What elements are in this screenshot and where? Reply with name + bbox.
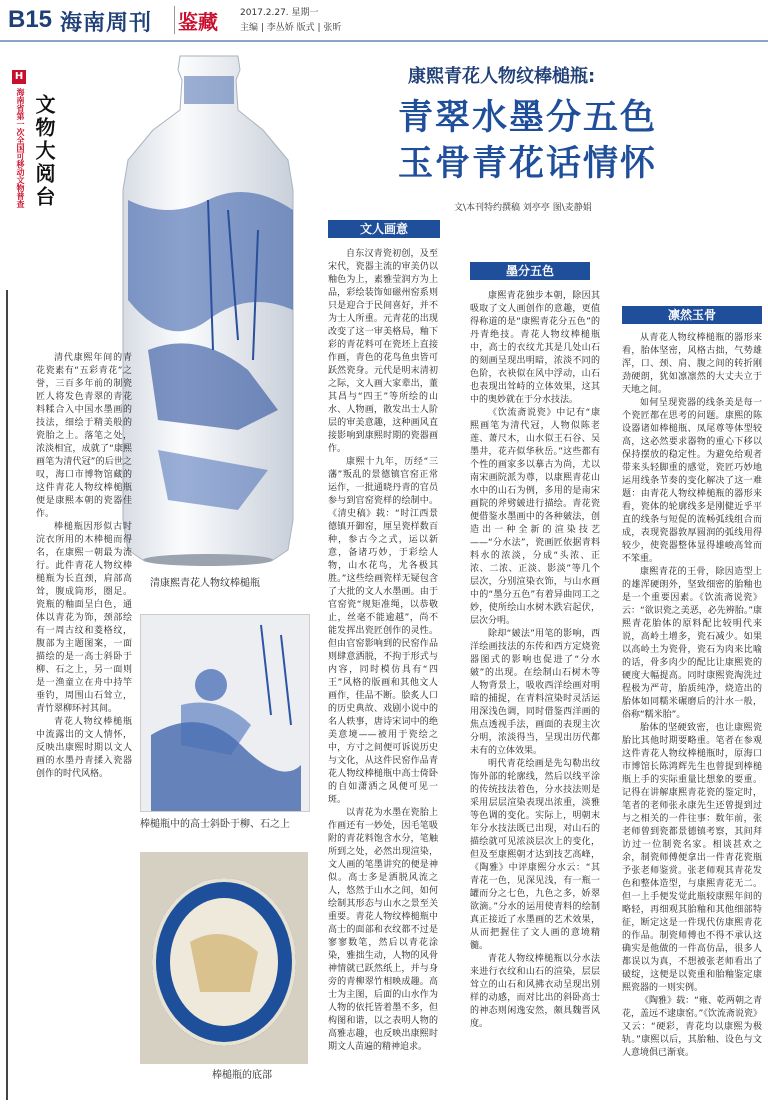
text-column-b xyxy=(470,290,600,1031)
page-number: B15 xyxy=(8,6,53,33)
paragraph: 康熙十九年，历经“三藩”叛乱的景德镇官窑正常运作，一批通晓丹青的官员参与到官窑瓷样的绘制中。《清史稿》载：“时江西景德镇开御窑，厘呈瓷样数百种，参古今之式，运以新意，备诸巧妙，于彩绘人物，山水花鸟，尤各极其胜。”这些绘画瓷样无疑包含了大批的文人水墨画。由于官窑瓷“规矩准绳，以恭敬止，丝毫不能逾越”，尚不能发挥出瓷匠创作的灵性。但由官窑影响到的民窑作品则肆意洒脱，不拘于形式与内容，同时模仿具有“四王”风格的版画和其他文人画作，佳品不断。脍炙人口的历史典故、戏剧小说中的名人轶事，唐诗宋词中的绝美意境——被用于瓷绘之中，方寸之间便可诉说历史与文化，从这件民窑作品青花人物纹棒槌瓶中高士倚卧的自如潇洒之风便可见一斑。 xyxy=(328,457,438,805)
paragraph: 除却“皴法”用笔的影响，西洋绘画技法的东传和西方定烧瓷器图式的影响也促进了“分水皴”的出现。在绘制山石树木等人物背景上，吸收西洋绘画对明暗的捕捉，在青料渲染时灵活运用深浅色调，同时借鉴西洋画的焦点透视手法，画面的表现主次分明，浓淡得当，呈现出历代都未有的立体效果。 xyxy=(470,629,600,756)
section-name: 鉴藏 xyxy=(178,10,218,34)
photo-caption-detail: 棒槌瓶中的高士斜卧于柳、石之上 xyxy=(140,819,290,830)
header-divider xyxy=(174,6,175,34)
section-head-3: 凛然玉骨 xyxy=(622,306,762,324)
header-date: 2017.2.27. 星期一 xyxy=(240,8,319,18)
paragraph: 明代青花绘画是先勾勒出纹饰外部的轮廓线，然后以线平涂的传统技法着色，分水技法则是采用层层渲染表现出浓重，淡雅等色调的变化。实际上，明朝末年分水技法既已出现，对山石的描绘就可见浓淡层次上的变化，但及至康熙朝才达到技艺高峰，《陶雅》中评康熙分水云：“其青花一色，见深见浅，有一瓶一罐而分之七色，九色之多，娇翠欲滴。”分水的运用使青料的绘制真正接近了水墨画的艺术效果，从而把握住了文人画的意境精髓。 xyxy=(470,759,600,951)
photo-caption-base: 棒槌瓶的底部 xyxy=(212,1070,272,1081)
paragraph: 《陶雅》载：“雍、乾两朝之青花，盖远不逮康窑。”《饮流斋说瓷》又云：“硬彩，青花均以康熙为极轨。”康熙以后，其胎釉、设色与文人意境俱已渐衰。 xyxy=(622,996,762,1058)
article-title-line2: 玉骨青花话情怀 xyxy=(398,144,658,184)
newspaper-logo: 海南周刊 xyxy=(60,11,153,36)
text-column-a xyxy=(328,248,438,1054)
photo-caption-main: 清康熙青花人物纹棒槌瓶 xyxy=(150,578,260,589)
paragraph: 青花人物纹棒槌瓶中流露出的文人情怀，反映出康熙时期以文人画的水墨丹青揉入瓷器创作的时代风格。 xyxy=(36,717,132,779)
paragraph: 从青花人物纹棒槌瓶的器形来看，胎体坚密，风格古拙，气势雄浑，口、颈、肩、腹之间的转折刚劲硬朗，犹如凛凛然的大丈夫立于天地之间。 xyxy=(622,333,762,395)
article-title-line1: 青翠水墨分五色 xyxy=(398,98,658,138)
paragraph: 自东汉青瓷初创，及至宋代，瓷器主流的审美仍以釉色为上，素雅莹润方为上品，彩绘装饰如磁州窑系则只是迎合于民间喜好，并不为士人所重。元青花的出现改变了这一审美格局，釉下彩的青花料可在瓷坯上直接作画，青色的花鸟鱼虫皆可跃然瓷身。元代是明末清初之际，文人画大家辈出，董其昌与“四王”等所绘的山水、人物画，散发出士人阶层的审美意趣，这种画风直接影响到康熙时期的瓷器画作。 xyxy=(328,249,438,454)
section-head-1: 文人画意 xyxy=(328,220,440,238)
banner-badge: H xyxy=(12,70,26,84)
paragraph: 康熙青花独步本朝，除因其吸取了文人画创作的意趣，更值得称道的是“康熙青花分五色”的丹青绝技。青花人物纹棒槌瓶中，高士的衣纹尤其是几处山石的刻画呈现出明暗，浓淡不同的色阶，衣袂似在风中浮动，山石也表现出耸峙的立体效果，这其中的奥妙就在于分水技法。 xyxy=(470,291,600,405)
paragraph: 青花人物纹棒槌瓶以分水法来进行衣纹和山石的渲染，层层耸立的山石和风拂衣动呈现出别样的动感，而对比出的斜卧高士的神态则闲逸安然，颇具魏晋风度。 xyxy=(470,954,600,1029)
vase-detail-photo xyxy=(140,614,310,812)
section-head-2: 墨分五色 xyxy=(470,262,590,280)
text-column-c xyxy=(622,332,762,1060)
paragraph: 以青花为水墨在瓷胎上作画还有一妙处，因毛笔吸附的青花料饱含水分，笔触所到之处，必然出现渲染，文人画的笔墨讲究的便是神似。高士多是洒脱风流之人，悠然于山水之间，如何绘制其形态与山水之景至关重要。青花人物纹棒槌瓶中高士的面部和衣纹都不过是寥寥数笔，然后以青花涂染，雅拙生动，人物的风骨神情就已跃然纸上，并与身旁的青柳翠竹相映成趣。高士为主图，后面的山水作为人物的依托皆着墨不多，但构图和谐，以之表明人物的高雅志趣，也反映出康熙时期文人苗遍的精神追求。 xyxy=(328,808,438,1052)
paragraph: 如何呈现瓷器的线条美是每一个瓷匠都在思考的问题。康熙的陈设器诸如棒槌瓶、凤尾尊等体型较高，这必然要求器物的重心下移以保持摆放的稳定性。为避免给观者带来头轻脚重的感觉，瓷匠巧妙地运用线条节奏的变化解决了这一难题：由青花人物纹棒槌瓶的器形来看，瓷体的轮廓线多是刚健近乎平直的线条与短促的流畅弧线组合而成，表现瓷器敦厚圆润的弧线用得较少，使瓷器整体显得雄峻高耸而不笨重。 xyxy=(622,398,762,564)
article-byline: 文\本刊特约撰稿 刘亭亭 图\麦静娟 xyxy=(454,203,592,213)
left-column-rule xyxy=(6,290,8,1100)
header-editors: 主编 | 李丛娇 版式 | 张昕 xyxy=(240,23,342,33)
intro-column xyxy=(36,352,132,781)
paragraph: 清代康熙年间的青花瓷素有“五彩青花”之誉，三百多年前的制瓷匠人将发色青翠的青花料糅合入中国水墨画的技法，细绘于精美般的瓷胎之上。落笔之处，浓淡相宜，成就了“康熙画笔为清代冠”的后世之叹，海口市博物馆藏的这件青花人物纹棒槌瓶便是康熙本朝的瓷器佳作。 xyxy=(36,353,132,519)
column-title: 文物大阅台 xyxy=(32,94,56,209)
paragraph: 棒槌瓶因形似古时浣衣所用的木棒槌而得名，在康熙一朝最为流行。此件青花人物纹棒槌瓶为长直颈，肩部高耸，腹成筒形，圈足。瓷瓶的釉面呈白色，通体以青花为饰，颈部绘有一周古纹和菱格纹，腹部为主题图案，一面描绘的是一高士斜卧于柳、石之上，另一面则是一渔童立在舟中持竿垂钓，周围山石耸立，青竹翠柳环衬其间。 xyxy=(36,522,132,714)
paragraph: 《饮流斋说瓷》中记有“康熙画笔为清代冠，人物似陈老莲、萧尺木，山水似王石谷、吴墨井，花卉似华秋岳。”这些都有个性的画家多以摹古为尚，尤以南宋画院派为尊，以康熙青花山水中的山石为例，多用的是南宋画院的斧劈皴进行描绘。青花瓷便借鉴水墨画中的各种皴法，创造出一种全新的渲染技艺——“分水法”，瓷画匠依据青料料水的浓淡，分成“头浓、正浓、二浓、正淡、影淡”等几个层次，分别渲染衣饰，与山水画中的“墨分五色”有着异曲同工之妙，使所绘山水树木跌宕起伏，层次分明。 xyxy=(470,408,600,626)
vase-base-photo xyxy=(140,852,308,1064)
article-kicker: 康熙青花人物纹棒槌瓶: xyxy=(408,66,596,87)
paragraph: 康熙青花的王骨，除因造型上的雄浑硬朗外，坚致细密的胎釉也是一个重要因素。《饮流斋说瓷》云：“欲识瓷之美恶，必先辨胎。”康熙青花胎体的原料配比较明代来说，高岭土增多，瓷石减少。如果以高岭土为瓷骨，瓷石为肉来比喻的话，骨多肉少的配比让康熙瓷的硬度大幅提高。同时康熙瓷淘洗过程极为严苛，胎质纯净，烧造出的胎体如同糯米碾磨后的汁水一般，俗称“糯米胎”。 xyxy=(622,567,762,720)
banner-subtitle: 海南省第一次全国可移动文物普查 xyxy=(16,88,25,208)
paragraph: 胎体的坚硬致密，也让康熙瓷胎比其他时期要略重。笔者在参观这件青花人物纹棒槌瓶时，原海口市博馆长陈鸿辉先生也曾提到棒槌瓶上手的实际重量比想象的要重。记得在讲解康熙青花瓷的鉴定时，笔者的老师张永康先生还曾提到过与之相关的一件往事：数年前，张老师曾到瓷都景德镇考察，其间拜访过一位制瓷名家。相谈甚欢之余，制瓷师傅便拿出一件青花瓷瓶予张老师鉴赏。张老师观其青花发色和整体造型，与康熙青花无二。但一上手便发觉此瓶较康熙年间的略轻，再细观其胎釉和其他细部特征，断定这是一件现代仿康熙青花的作品。制瓷师傅也不得不承认这确实是他做的一件高仿品，很多人都误以为真，不想被张老师看出了破绽，这便是以瓷重和胎釉鉴定康熙瓷器的一则实例。 xyxy=(622,723,762,993)
